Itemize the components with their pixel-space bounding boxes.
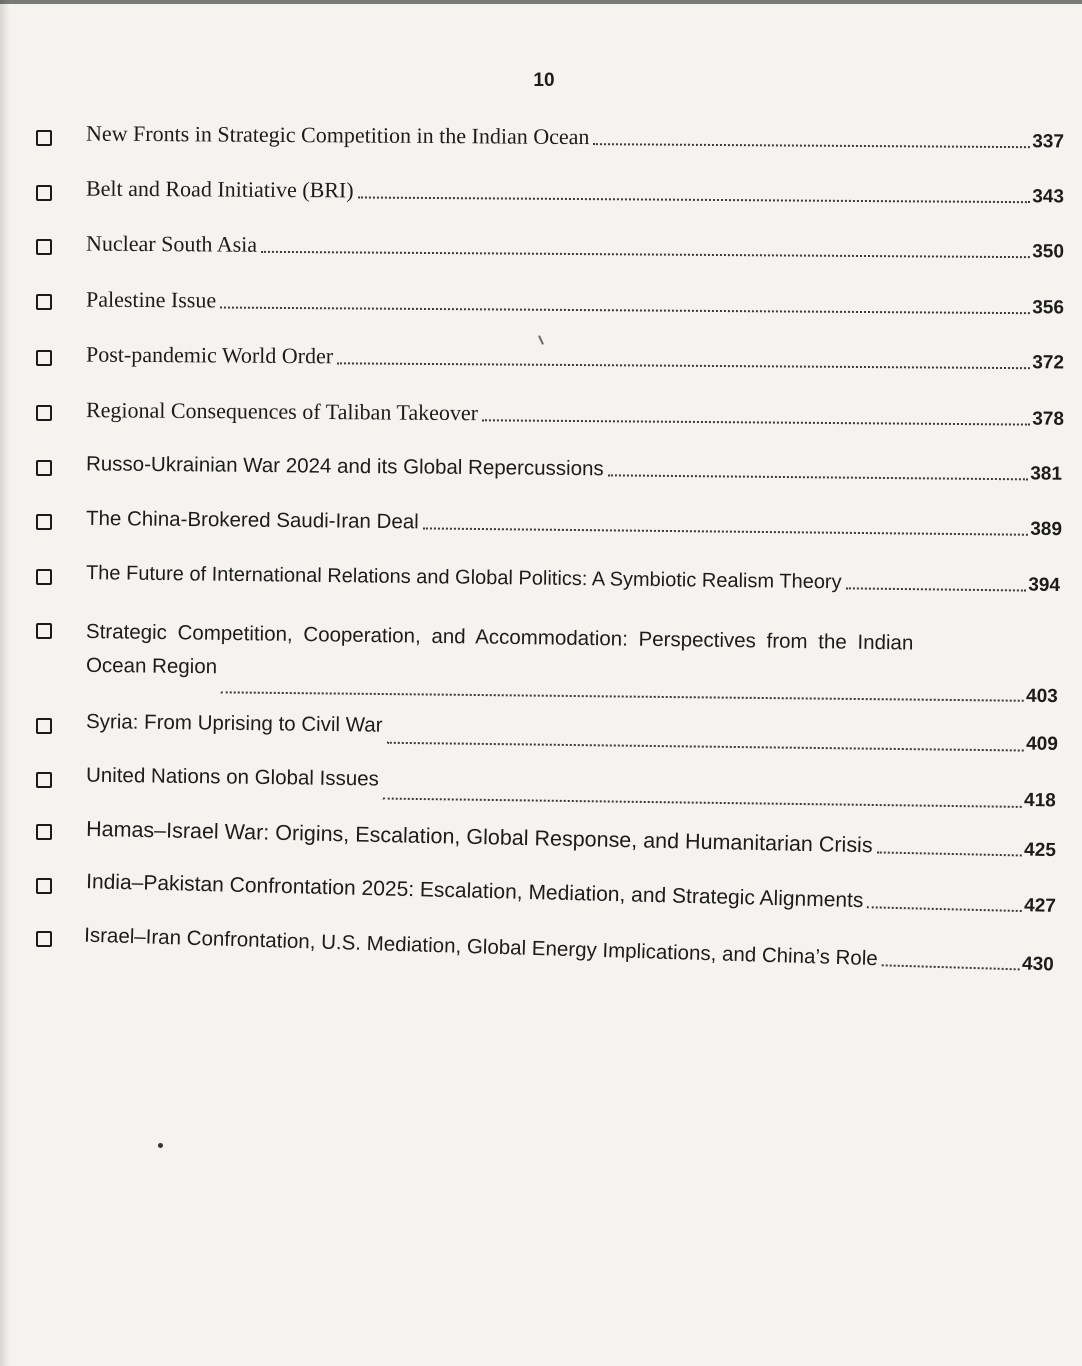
entry-title: The China-Brokered Saudi-Iran Deal bbox=[85, 506, 419, 534]
checkbox-bullet-icon bbox=[36, 405, 52, 421]
entry-page-number: 378 bbox=[1032, 408, 1065, 430]
dot-leader bbox=[845, 587, 1026, 591]
checkbox-bullet-icon bbox=[36, 294, 52, 310]
entry-title: The Future of International Relations and Global Politics: A Symbiotic Realism Theory bbox=[85, 562, 842, 594]
checkbox-bullet-icon bbox=[36, 878, 52, 894]
checkbox-bullet-icon bbox=[36, 350, 52, 366]
entry-page-number: 427 bbox=[1023, 895, 1057, 917]
entry-title-line1: Strategic Competition, Cooperation, and Accommodation: Perspectives from the Indian bbox=[85, 620, 914, 655]
entry-title: Russo-Ukrainian War 2024 and its Global Repercussions bbox=[85, 452, 604, 481]
entry-title: Syria: From Uprising to Civil War bbox=[85, 710, 383, 737]
dot-leader bbox=[383, 798, 1022, 808]
dot-leader bbox=[423, 527, 1029, 535]
dot-leader bbox=[882, 964, 1020, 970]
checkbox-bullet-icon bbox=[36, 623, 52, 639]
checkbox-bullet-icon bbox=[36, 514, 52, 530]
dot-leader bbox=[876, 851, 1022, 856]
dot-leader bbox=[358, 196, 1031, 203]
entry-title: Israel–Iran Confrontation, U.S. Mediation, Global Energy Implications, and China’s Role bbox=[83, 923, 879, 971]
entry-title: New Fronts in Strategic Competition in the Indian Ocean bbox=[85, 120, 590, 150]
entry-page-number: 356 bbox=[1032, 297, 1065, 319]
checkbox-bullet-icon bbox=[36, 931, 52, 947]
dot-leader bbox=[261, 251, 1030, 258]
entry-title: Hamas–Israel War: Origins, Escalation, Global Response, and Humanitarian Crisis bbox=[85, 816, 873, 858]
paper-speck bbox=[158, 1143, 163, 1148]
entry-title: United Nations on Global Issues bbox=[85, 763, 380, 791]
page-number: 10 bbox=[533, 70, 555, 91]
entry-page-number: 430 bbox=[1021, 953, 1055, 976]
entry-title: Nuclear South Asia bbox=[85, 230, 258, 257]
entry-title: Regional Consequences of Taliban Takeover bbox=[85, 397, 479, 426]
entry-page-number: 337 bbox=[1032, 131, 1065, 153]
entry-title-line2: Ocean Region bbox=[85, 653, 218, 679]
entry-title: Post-pandemic World Order bbox=[85, 341, 334, 369]
dot-leader bbox=[220, 307, 1030, 315]
dot-leader bbox=[593, 143, 1030, 148]
entry-page-number: 343 bbox=[1032, 186, 1065, 208]
entry-page-number: 409 bbox=[1026, 733, 1058, 755]
entry-page-number: 394 bbox=[1028, 574, 1061, 596]
checkbox-bullet-icon bbox=[36, 460, 52, 476]
checkbox-bullet-icon bbox=[36, 824, 52, 840]
checkbox-bullet-icon bbox=[36, 718, 52, 734]
entry-page-number: 418 bbox=[1023, 789, 1056, 812]
checkbox-bullet-icon bbox=[36, 569, 52, 585]
entry-title: Palestine Issue bbox=[85, 286, 217, 313]
entry-page-number: 425 bbox=[1023, 839, 1057, 862]
dot-leader bbox=[386, 742, 1024, 752]
checkbox-bullet-icon bbox=[36, 130, 52, 146]
entry-title: India–Pakistan Confrontation 2025: Escalation, Mediation, and Strategic Alignments bbox=[85, 870, 864, 913]
entry-page-number: 372 bbox=[1032, 352, 1065, 374]
dot-leader bbox=[482, 419, 1030, 425]
checkbox-bullet-icon bbox=[36, 239, 52, 255]
entry-title: Belt and Road Initiative (BRI) bbox=[85, 175, 354, 203]
dot-leader bbox=[221, 691, 1024, 701]
checkbox-bullet-icon bbox=[36, 185, 52, 201]
entry-page-number: 403 bbox=[1025, 685, 1058, 708]
entry-page-number: 350 bbox=[1032, 241, 1065, 263]
dot-leader bbox=[867, 906, 1022, 912]
checkbox-bullet-icon bbox=[36, 772, 52, 788]
entry-page-number: 381 bbox=[1030, 463, 1063, 485]
entry-page-number: 389 bbox=[1030, 518, 1063, 541]
dot-leader bbox=[608, 474, 1029, 480]
dot-leader bbox=[337, 362, 1030, 369]
